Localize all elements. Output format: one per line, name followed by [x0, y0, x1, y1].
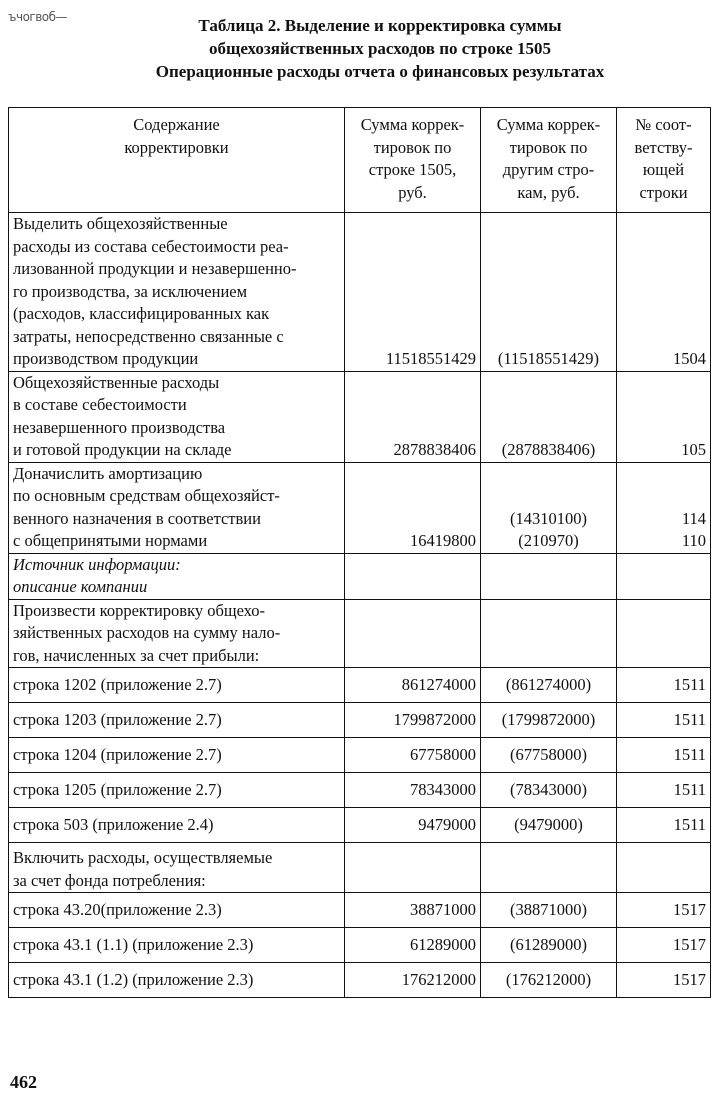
title-line-2: общехозяйственных расходов по строке 1505 [209, 39, 551, 58]
row-ref: 1511 [617, 808, 711, 843]
row-ref: 1511 [617, 668, 711, 703]
row-description: строка 1202 (приложение 2.7) [9, 668, 345, 703]
row-sum-other: (1799872000) [481, 703, 617, 738]
row-sum-other: (2878838406) [481, 371, 617, 462]
row-sum-1505: 38871000 [345, 893, 481, 928]
row-description: Включить расходы, осуществляемые за счет фонда потребления: [9, 843, 345, 893]
row-description: Выделить общехозяйственные расходы из состава себестоимости реа- лизованной продукции и незавершенно- го производства, за исключением (расходов, классифицированных как затраты, непосредственно связанные с производством продукции [9, 213, 345, 372]
table-row [9, 928, 711, 963]
row-sum-other: (67758000) [481, 738, 617, 773]
row-ref: 1511 [617, 738, 711, 773]
row-sum-other: (78343000) [481, 773, 617, 808]
row-description: строка 1203 (приложение 2.7) [9, 703, 345, 738]
row-description: Общехозяйственные расходы в составе себестоимости незавершенного производства и готовой продукции на складе [9, 371, 345, 462]
row-description: строка 43.1 (1.2) (приложение 2.3) [9, 963, 345, 998]
table-row [9, 738, 711, 773]
row-sum-other: (9479000) [481, 808, 617, 843]
row-description: строка 503 (приложение 2.4) [9, 808, 345, 843]
row-ref: 105 [617, 371, 711, 462]
row-ref: 1504 [617, 213, 711, 372]
table-row [9, 963, 711, 998]
row-sum-1505: 11518551429 [345, 213, 481, 372]
header-ref-line: № соот- ветству- ющей строки [617, 108, 711, 213]
row-ref: 1517 [617, 928, 711, 963]
row-sum-1505: 861274000 [345, 668, 481, 703]
title-line-1: Таблица 2. Выделение и корректировка суммы [198, 16, 562, 35]
row-sum-1505: 1799872000 [345, 703, 481, 738]
title-line-3: Операционные расходы отчета о финансовых результатах [155, 62, 605, 81]
row-sum-other: (11518551429) [481, 213, 617, 372]
table-row [9, 553, 711, 599]
row-ref: 1511 [617, 773, 711, 808]
row-sum-1505: 2878838406 [345, 371, 481, 462]
row-sum-1505: 176212000 [345, 963, 481, 998]
table-title [60, 14, 700, 83]
row-description: строка 1205 (приложение 2.7) [9, 773, 345, 808]
row-sum-1505: 16419800 [345, 462, 481, 553]
row-sum-other: (861274000) [481, 668, 617, 703]
row-sum-1505: 78343000 [345, 773, 481, 808]
page-number: 462 [10, 1072, 37, 1092]
row-description: строка 1204 (приложение 2.7) [9, 738, 345, 773]
table-header-row [9, 108, 711, 213]
table-row [9, 703, 711, 738]
header-description: Содержание корректировки [9, 108, 345, 213]
row-description: Источник информации: описание компании [9, 553, 345, 599]
header-sum-other: Сумма коррек- тировок по другим стро- кам, руб. [481, 108, 617, 213]
row-description: строка 43.1 (1.1) (приложение 2.3) [9, 928, 345, 963]
row-sum-other: (14310100) (210970) [481, 462, 617, 553]
table-row [9, 843, 711, 893]
row-ref: 1517 [617, 893, 711, 928]
corrections-table [8, 107, 711, 998]
table-row [9, 808, 711, 843]
row-ref: 1511 [617, 703, 711, 738]
table-row [9, 213, 711, 372]
table-row [9, 668, 711, 703]
row-ref: 114 110 [617, 462, 711, 553]
corner-mark: ъчогвоб— [8, 10, 68, 24]
table-row [9, 599, 711, 668]
row-description: строка 43.20(приложение 2.3) [9, 893, 345, 928]
table-row [9, 893, 711, 928]
row-sum-1505: 61289000 [345, 928, 481, 963]
table-row [9, 462, 711, 553]
table-row [9, 371, 711, 462]
row-description: Доначислить амортизацию по основным средствам общехозяйст- венного назначения в соответствии с общепринятыми нормами [9, 462, 345, 553]
row-sum-other: (61289000) [481, 928, 617, 963]
row-sum-1505: 9479000 [345, 808, 481, 843]
row-description: Произвести корректировку общехо- зяйственных расходов на сумму нало- гов, начисленных за счет прибыли: [9, 599, 345, 668]
row-sum-other: (38871000) [481, 893, 617, 928]
row-sum-1505: 67758000 [345, 738, 481, 773]
table-row [9, 773, 711, 808]
row-sum-other: (176212000) [481, 963, 617, 998]
header-sum-1505: Сумма коррек- тировок по строке 1505, руб. [345, 108, 481, 213]
row-ref: 1517 [617, 963, 711, 998]
